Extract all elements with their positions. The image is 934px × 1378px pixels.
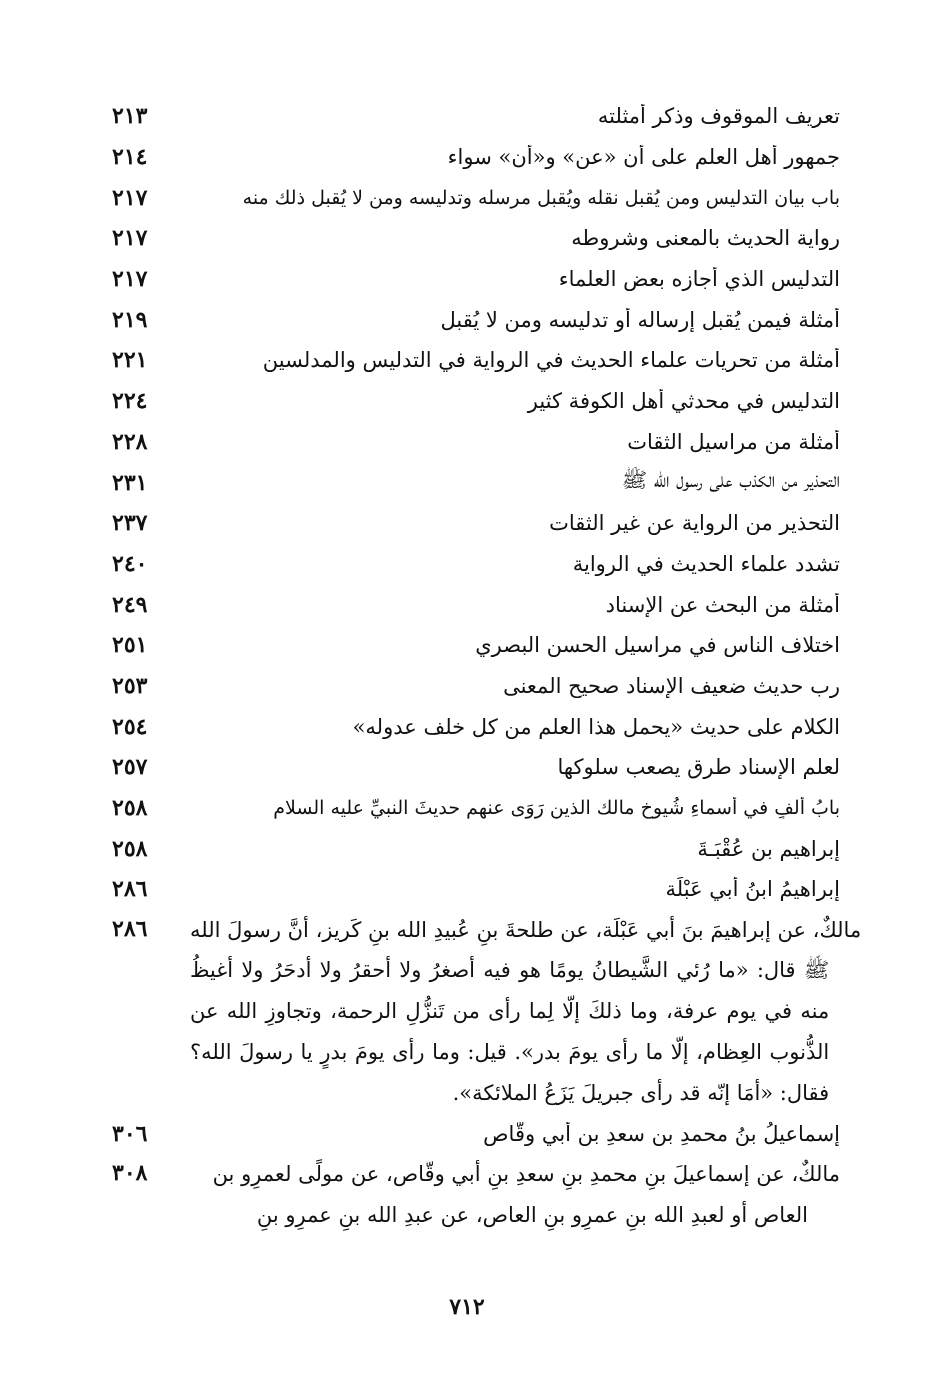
toc-entry xyxy=(100,747,840,788)
toc-entry xyxy=(100,544,840,585)
toc-entry xyxy=(100,259,840,300)
toc-entry-title: لعلم الإسناد طرق يصعب سلوكها xyxy=(557,755,840,780)
paragraph-body: العاص أو لعبدِ الله بنِ عمرِو بنِ العاص، عن عبدِ الله بنِ عمرِو بنِ xyxy=(256,1202,808,1227)
toc-entry xyxy=(100,869,840,910)
toc-entry-page: ٢٤٩ xyxy=(112,591,148,618)
toc-entry-page: ٢٣١ xyxy=(112,469,148,496)
toc-entry xyxy=(100,96,840,137)
toc-entry-title: تعريف الموقوف وذكر أمثلته xyxy=(597,104,840,129)
toc-entry-page: ٢١٧ xyxy=(112,266,148,293)
toc-entry-title: أمثلة من البحث عن الإسناد xyxy=(605,592,840,617)
toc-entry-title: أمثلة من مراسيل الثقات xyxy=(627,429,840,454)
toc-entry xyxy=(100,828,840,869)
toc-entry-page: ٢٥٨ xyxy=(112,795,148,822)
page-number-footer: ٧١٢ xyxy=(449,1294,485,1320)
toc-entry-page: ٣٠٦ xyxy=(112,1120,148,1147)
toc-entry-title: باب بيان التدليس ومن يُقبل نقله ويُقبل مرسله وتدليسه ومن لا يُقبل ذلك منه xyxy=(242,186,840,209)
toc-entry-title: اختلاف الناس في مراسيل الحسن البصري xyxy=(475,633,840,658)
toc-entry-page: ٢٥٧ xyxy=(112,754,148,781)
toc-entries xyxy=(100,96,840,910)
toc-entry-title: تشدد علماء الحديث في الرواية xyxy=(572,551,840,576)
toc-entry xyxy=(100,422,840,463)
toc-entry xyxy=(100,625,840,666)
toc-entry xyxy=(100,177,840,218)
toc-entry-page: ٢٢٨ xyxy=(112,428,148,455)
toc-entry-title: التدليس في محدثي أهل الكوفة كثير xyxy=(527,389,840,414)
toc-entry xyxy=(100,1113,840,1154)
toc-entry xyxy=(100,340,840,381)
toc-entry-title: أمثلة فيمن يُقبل إرساله أو تدليسه ومن لا يُقبل xyxy=(440,307,840,332)
paragraph-first-line: مالكٌ، عن إبراهيمَ بنَ أبي عَبْلَة، عن طلحةَ بنِ عُبيدِ الله بنِ كَريز، أنَّ رسولَ الله xyxy=(190,917,862,942)
toc-entry-page: ٢٥٣ xyxy=(112,672,148,699)
toc-entry-title: جمهور أهل العلم على أن «عن» و«أن» سواء xyxy=(447,145,840,170)
toc-entry xyxy=(100,381,840,422)
toc-entry xyxy=(100,462,840,503)
toc-entry-page: ٢١٤ xyxy=(112,144,148,171)
toc-entry xyxy=(100,584,840,625)
toc-entry-title: التحذير من الرواية عن غير الثقات xyxy=(549,511,840,536)
paragraph-first-line: مالكٌ، عن إسماعيلَ بنِ محمدِ بنِ سعدِ بنِ أبي وقّاص، عن مولًى لعمرِو بن xyxy=(212,1161,840,1186)
toc-entry-title: الكلام على حديث «يحمل هذا العلم من كل خلف عدوله» xyxy=(352,714,840,739)
toc-entry-page: ٢١٩ xyxy=(112,306,148,333)
toc-entry-title: رواية الحديث بالمعنى وشروطه xyxy=(571,226,840,251)
toc-entry-page: ٢٥٨ xyxy=(112,835,148,862)
toc-entry-page: ٢١٣ xyxy=(112,103,148,130)
toc-entry-page: ٢١٧ xyxy=(112,184,148,211)
toc-entry xyxy=(100,299,840,340)
toc-entry xyxy=(100,218,840,259)
toc-entry xyxy=(100,788,840,829)
paragraph-body: ﷺ قال: «ما رُئي الشَّيطانُ يومًا هو فيه أصغرُ ولا أحقرُ ولا أدحَرُ ولا أغيظُ منه في يوم عرفة، وما ذلكَ إلّا لِما رأى من تَنزُّلِ الرحمة، وتجاوزِ الله عن الذُّنوب العِظام، إلّا ما رأى يومَ بدر». قيل: وما رأى يومَ بدرٍ يا رسولَ الله؟ فقال: «أمَا إنّه قد رأى جبريلَ يَزَعُ الملائكة». xyxy=(190,958,830,1105)
toc-entry-title: التدليس الذي أجازه بعض العلماء xyxy=(558,267,840,292)
toc-entry-title: إسماعيلُ بنُ محمدِ بنِ سعدِ بنِ أبي وقّاص xyxy=(483,1121,840,1146)
hadith-paragraph-1 xyxy=(100,910,862,1114)
paragraph-page-number: ٣٠٨ xyxy=(112,1159,148,1186)
toc-entry-page: ٢٥٤ xyxy=(112,713,148,740)
paragraph-page-number: ٢٨٦ xyxy=(112,915,148,942)
toc-entry xyxy=(100,137,840,178)
toc-entry xyxy=(100,706,840,747)
toc-entry-title: إبراهيم بن عُقْبَـةَ xyxy=(697,836,840,861)
toc-entry xyxy=(100,503,840,544)
toc-entry-page: ٢٢١ xyxy=(112,347,148,374)
toc-entry-page: ٢٢٤ xyxy=(112,388,148,415)
toc-entry-title: التحذير من الكذب على رسول الله ﷺ xyxy=(621,468,840,493)
toc-entry-page: ٢٣٧ xyxy=(112,510,148,537)
toc-entry-page: ٢٨٦ xyxy=(112,876,148,903)
toc-entry-title: أمثلة من تحريات علماء الحديث في الرواية في التدليس والمدلسين xyxy=(262,348,840,373)
toc-entry-page: ٢١٧ xyxy=(112,225,148,252)
toc-entry-page: ٢٤٠ xyxy=(112,550,148,577)
toc-entry-title: إبراهيمُ ابنُ أبي عَبْلَة xyxy=(665,877,840,902)
toc-entry-title: رب حديث ضعيف الإسناد صحيح المعنى xyxy=(503,673,840,698)
table-of-contents xyxy=(100,96,862,1235)
toc-entry-page: ٢٥١ xyxy=(112,632,148,659)
toc-entry-title: بابُ ألفٍ في أسماءِ شُيوخِ مالك الذين رَوَى عنهم حديثَ النبيِّ عليه السلام xyxy=(273,797,840,820)
hadith-paragraph-2 xyxy=(100,1154,840,1235)
toc-entry xyxy=(100,666,840,707)
